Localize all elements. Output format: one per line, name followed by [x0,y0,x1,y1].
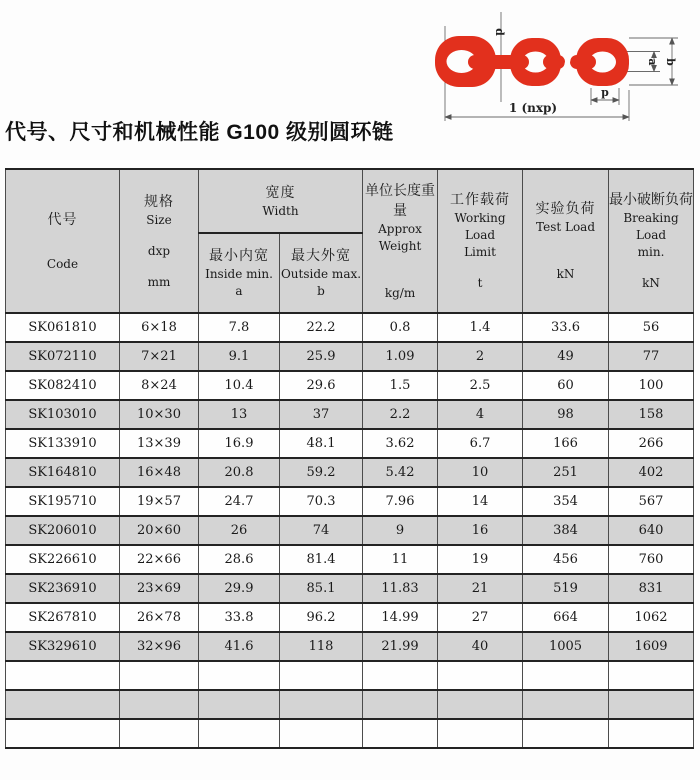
cell [363,690,438,719]
cell: 3.62 [363,429,438,458]
cell: 100 [609,371,694,400]
table-header [6,169,694,313]
cell: 251 [523,458,609,487]
header-wll [438,169,523,313]
header-wll-unit: t [477,276,483,290]
cell: 7.96 [363,487,438,516]
empty-row [6,719,694,748]
cell: 2.5 [438,371,523,400]
cell [438,690,523,719]
table-row [6,342,694,371]
cell [438,719,523,748]
cell: 21.99 [363,632,438,661]
header-weight-unit: kg/m [384,285,416,300]
cell [6,661,120,690]
cell: 19 [438,545,523,574]
cell: SK206010 [6,516,120,545]
empty-row [6,661,694,690]
cell: 60 [523,371,609,400]
chain-links [435,36,629,87]
cell: 10 [438,458,523,487]
cell: 6×18 [120,313,199,342]
cell: SK329610 [6,632,120,661]
header-width-en: Width [262,203,299,218]
cell: 96.2 [280,603,363,632]
cell: 1.4 [438,313,523,342]
cell: 2.2 [363,400,438,429]
header-code-zh: 代号 [47,211,78,228]
header-breaking-en: Breaking Load [623,211,679,242]
cell: 56 [609,313,694,342]
dim-label-d: d [493,28,506,36]
cell: 19×57 [120,487,199,516]
cell: 24.7 [199,487,280,516]
cell [523,661,609,690]
cell [280,690,363,719]
cell: 33.6 [523,313,609,342]
cell: 29.6 [280,371,363,400]
cell: 9.1 [199,342,280,371]
cell: 16 [438,516,523,545]
table-row [6,371,694,400]
spec-table [5,168,694,749]
cell: 13 [199,400,280,429]
cell: SK133910 [6,429,120,458]
cell: 48.1 [280,429,363,458]
cell: 9 [363,516,438,545]
header-inside-zh: 最小内宽 [209,248,269,264]
table-row [6,516,694,545]
cell: SK103010 [6,400,120,429]
cell: 1.09 [363,342,438,371]
cell: 26×78 [120,603,199,632]
cell: 519 [523,574,609,603]
cell: 831 [609,574,694,603]
header-size-en: Size [146,212,172,227]
header-breaking-unit: kN [642,276,660,290]
header-code [6,169,120,313]
cell: 37 [280,400,363,429]
table-row [6,429,694,458]
cell: 118 [280,632,363,661]
cell: 28.6 [199,545,280,574]
header-inside-en: Inside min. [205,267,273,281]
cell: 8×24 [120,371,199,400]
page-title: 代号、尺寸和机械性能 G100 级别圆环链 [5,121,394,144]
cell: 21 [438,574,523,603]
header-wll-en: Working Load [454,211,506,242]
header-breaking-zh: 最小破断负荷 [609,192,694,208]
dim-label-length: 1 (nxp) [508,101,558,115]
cell [120,661,199,690]
cell: 27 [438,603,523,632]
header-outside-en: Outside max. [280,267,362,281]
cell [523,690,609,719]
cell: 98 [523,400,609,429]
cell: 29.9 [199,574,280,603]
cell: 0.8 [363,313,438,342]
cell: 25.9 [280,342,363,371]
cell: 16.9 [199,429,280,458]
empty-row [6,690,694,719]
cell: SK061810 [6,313,120,342]
cell: 166 [523,429,609,458]
header-wll-zh: 工作载荷 [450,192,511,208]
cell: SK072110 [6,342,120,371]
dim-label-b: b [664,58,677,66]
cell: 664 [523,603,609,632]
header-test [523,169,609,313]
cell: SK164810 [6,458,120,487]
cell: 14.99 [363,603,438,632]
header-width-group [199,169,363,233]
cell: 5.42 [363,458,438,487]
cell [438,661,523,690]
cell: 4 [438,400,523,429]
cell: 85.1 [280,574,363,603]
table-row [6,487,694,516]
header-wll-en2: Limit [464,245,496,259]
header-outside-unit: b [317,284,325,298]
cell: 11 [363,545,438,574]
cell: 40 [438,632,523,661]
header-inside-width [199,233,280,313]
cell: 26 [199,516,280,545]
cell [280,661,363,690]
cell: 384 [523,516,609,545]
chain-diagram-illustration [423,6,695,126]
dim-label-p: p [601,86,609,99]
cell: 16×48 [120,458,199,487]
cell: 59.2 [280,458,363,487]
table-row [6,458,694,487]
cell: 7.8 [199,313,280,342]
header-breaking [609,169,694,313]
cell: 41.6 [199,632,280,661]
cell: 760 [609,545,694,574]
header-code-en: Code [46,256,79,271]
cell [523,719,609,748]
cell: 70.3 [280,487,363,516]
dim-label-a: a [646,58,659,66]
cell: 33.8 [199,603,280,632]
cell: SK195710 [6,487,120,516]
cell: 22.2 [280,313,363,342]
cell: 20.8 [199,458,280,487]
cell: SK267810 [6,603,120,632]
cell: 14 [438,487,523,516]
cell [363,661,438,690]
cell [199,661,280,690]
cell: 10×30 [120,400,199,429]
header-test-unit: kN [556,267,575,281]
cell: SK226610 [6,545,120,574]
header-size-sub: dxp [147,243,171,258]
cell: 22×66 [120,545,199,574]
cell [609,690,694,719]
cell: 20×60 [120,516,199,545]
header-test-en: Test Load [536,220,596,234]
cell [609,719,694,748]
header-outside-zh: 最大外宽 [291,248,351,264]
header-breaking-en2: min. [637,245,665,259]
header-weight [363,169,438,313]
cell: 354 [523,487,609,516]
cell: 1.5 [363,371,438,400]
cell: 7×21 [120,342,199,371]
cell: 49 [523,342,609,371]
cell [280,719,363,748]
cell: 2 [438,342,523,371]
cell: 266 [609,429,694,458]
cell: 640 [609,516,694,545]
table-row [6,545,694,574]
cell: 1005 [523,632,609,661]
header-size-zh: 规格 [144,193,174,210]
header-size-unit: mm [147,274,171,289]
header-size [120,169,199,313]
cell [363,719,438,748]
header-outside-width [280,233,363,313]
table-row [6,574,694,603]
cell: 456 [523,545,609,574]
cell: SK236910 [6,574,120,603]
cell [6,719,120,748]
header-inside-unit: a [235,284,243,298]
cell: 1062 [609,603,694,632]
header-weight-zh: 单位长度重量 [365,182,436,219]
cell [120,719,199,748]
cell [199,719,280,748]
cell: 11.83 [363,574,438,603]
cell [609,661,694,690]
cell: 13×39 [120,429,199,458]
cell [120,690,199,719]
table-row [6,400,694,429]
cell: 74 [280,516,363,545]
cell: 158 [609,400,694,429]
cell: 6.7 [438,429,523,458]
cell: 77 [609,342,694,371]
cell: 23×69 [120,574,199,603]
cell [6,690,120,719]
cell: 81.4 [280,545,363,574]
cell: 1609 [609,632,694,661]
table-row [6,632,694,661]
cell [199,690,280,719]
header-test-zh: 实验负荷 [535,201,596,217]
header-width-zh: 宽度 [265,184,296,201]
table-body [6,313,694,748]
cell: 10.4 [199,371,280,400]
cell: 402 [609,458,694,487]
cell: 32×96 [120,632,199,661]
header-weight-en: Approx Weight [378,221,422,253]
cell: SK082410 [6,371,120,400]
table-row [6,603,694,632]
table-row [6,313,694,342]
cell: 567 [609,487,694,516]
